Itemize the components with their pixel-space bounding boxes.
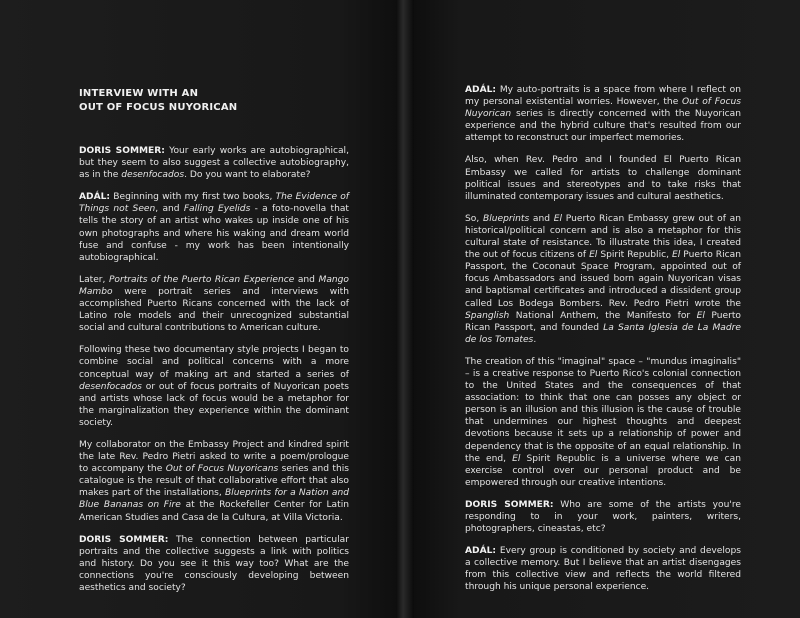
paragraph (465, 213, 741, 346)
body-text: Puerto Rican Passport, and founded (465, 310, 741, 333)
body-text: were portrait series and interviews with accomplished Puerto Ricans concerned with the lack of Latino role models and their unrecognized substantial social and cultural contributions to American culture. (79, 286, 349, 334)
italic-text: El (671, 250, 681, 261)
interview-title (79, 87, 349, 115)
body-text: Also, when Rev. Pedro and I founded El Puerto Rican Embassy we called for artists to challenge dominant political issues and stereotypes and to take risks that illuminated contemporary issues and cultural aesthetics. (465, 155, 741, 202)
italic-text: Out of Focus Nuyorican (465, 97, 741, 120)
body-text: Later, (79, 274, 109, 285)
italic-text: El (512, 453, 521, 464)
paragraph (465, 154, 741, 202)
body-text: . (533, 334, 537, 345)
paragraph (465, 545, 741, 593)
title-line-2: OUT OF FOCUS NUYORICAN (79, 102, 238, 113)
speaker-name: DORIS SOMMER: (465, 499, 554, 510)
italic-text: Blueprints for a Nation and Blue Bananas on Fire (79, 488, 349, 511)
body-text: Who are some of the artists you're responding to in your work, painters, writers, photographers, cineastas, etc? (465, 499, 741, 535)
italic-text: El (553, 213, 563, 224)
paragraph (79, 191, 349, 264)
speaker-name: ADÁL: (465, 85, 497, 95)
body-text: Spirit Republic, (597, 250, 672, 261)
paragraph (79, 439, 349, 524)
body-text: and (529, 213, 554, 224)
italic-text: The Evidence of Things not Seen (79, 192, 349, 215)
italic-text: Falling Eyelids (183, 204, 251, 215)
body-text: The creation of this "imaginal" space – "mundus imaginalis" – is a creative response to Puerto Rico's colonial connection to the United States and the consequences of that association: to think that one can posses any object or person is an illusion and this illusion is the cause of trouble that undermines our highest thoughts and deepest devotions because it sets up a relationship of power and dependency that is the opposite of an equal relationship. In the end, (465, 356, 741, 464)
italic-text: Portraits of the Puerto Rican Experience (108, 274, 295, 285)
italic-text: Spanglish (465, 310, 510, 321)
title-line-1: INTERVIEW WITH AN (79, 88, 199, 99)
body-text: Beginning with my first two books, (113, 192, 276, 203)
right-text-column (465, 84, 741, 604)
paragraph (79, 274, 349, 334)
italic-text: Blueprints (482, 213, 530, 224)
body-text: or out of focus portraits of Nuyorican poets and artists whose lack of focus would be a metaphor for the marginalization they experience within the dominant society. (79, 381, 349, 428)
italic-text: La Santa Iglesia de La Madre de los Tomates (465, 322, 741, 345)
body-text: Puerto Rican Passport, the Coconaut Space Program, appointed out of focus Ambassadors and issued born again Nuyorican visas and baptismal certificates and introduced a dissident group called Los Bodega Bombers. Rev. Pedro Pietri wrote the (465, 250, 741, 309)
italic-text: desenfocados (79, 381, 142, 392)
body-text: at the Rockefeller Center for Latin American Studies and Casa de la Cultura, at Villa Victoria. (79, 500, 349, 523)
body-text: Puerto Rican Embassy grew out of an historical/political concern and is also a metaphor for this cultural state of resistance. To illustrate this idea, I created the out of focus citizens of (465, 213, 741, 261)
body-text: Following these two documentary style projects I began to combine social and political concerns with a more conceptual way of making art and started a series of (79, 345, 349, 380)
italic-text: Out of Focus Nuyoricans (165, 464, 279, 475)
body-text: Every group is conditioned by society and develops a collective memory. But I believe that an artist disengages from this collective view and reflects the world filtered through his unique personal experience. (465, 546, 741, 593)
body-text: , and (155, 204, 184, 215)
paragraph (79, 145, 349, 181)
paragraph (465, 84, 741, 144)
right-page (400, 0, 800, 618)
paragraph (79, 534, 349, 594)
body-text: . Do you want to elaborate? (184, 170, 311, 181)
body-text: series and this catalogue is the result of that collaborative effort that also makes part of the installations, (79, 464, 350, 499)
body-text: - a foto-novella that tells the story of an artist who wakes up inside one of his own photographs and where his waking and dream world fuse and confuse - my work has been intentionally autobiographical. (79, 204, 349, 263)
paragraph (79, 344, 349, 429)
paragraph (465, 499, 741, 535)
body-text: and (294, 274, 319, 285)
speaker-name: DORIS SOMMER: (79, 534, 169, 545)
body-text: The connection between particular portraits and the collective suggests a link with politics and history. Do you see it this way too? What are the connections you're consciously developing between aesthetics and society? (79, 534, 349, 593)
italic-text: Mango Mambo (79, 274, 349, 297)
body-text: Your early works are autobiographical, but they seem to also suggest a collective autobiography, as in the (79, 146, 349, 181)
italic-text: El (589, 250, 598, 261)
body-text: So, (465, 213, 483, 224)
italic-text: desenfocados (121, 170, 185, 181)
body-text: series is directly concerned with the Nuyorican experience and the hybrid culture that's resulted from our attempt to reconstruct our imperfect memories. (465, 109, 741, 144)
body-text: My collaborator on the Embassy Project and kindred spirit the late Rev. Pedro Pietri asked to write a poem/prologue to accompany the (79, 439, 349, 475)
speaker-name: ADÁL: (465, 546, 497, 557)
body-text: National Anthem, the Manifesto for (509, 310, 697, 321)
speaker-name: ADÁL: (79, 192, 111, 203)
body-text: My auto-portraits is a space from where I reflect on my personal existential worries. However, the (465, 85, 741, 108)
book-gutter (396, 0, 414, 618)
speaker-name: DORIS SOMMER: (79, 146, 165, 156)
italic-text: El (696, 310, 705, 321)
paragraph (465, 356, 741, 489)
left-text-column (79, 87, 349, 604)
body-text: Spirit Republic is a universe where we can exercise control over our personal product and be empowered through our creative intentions. (465, 453, 741, 488)
